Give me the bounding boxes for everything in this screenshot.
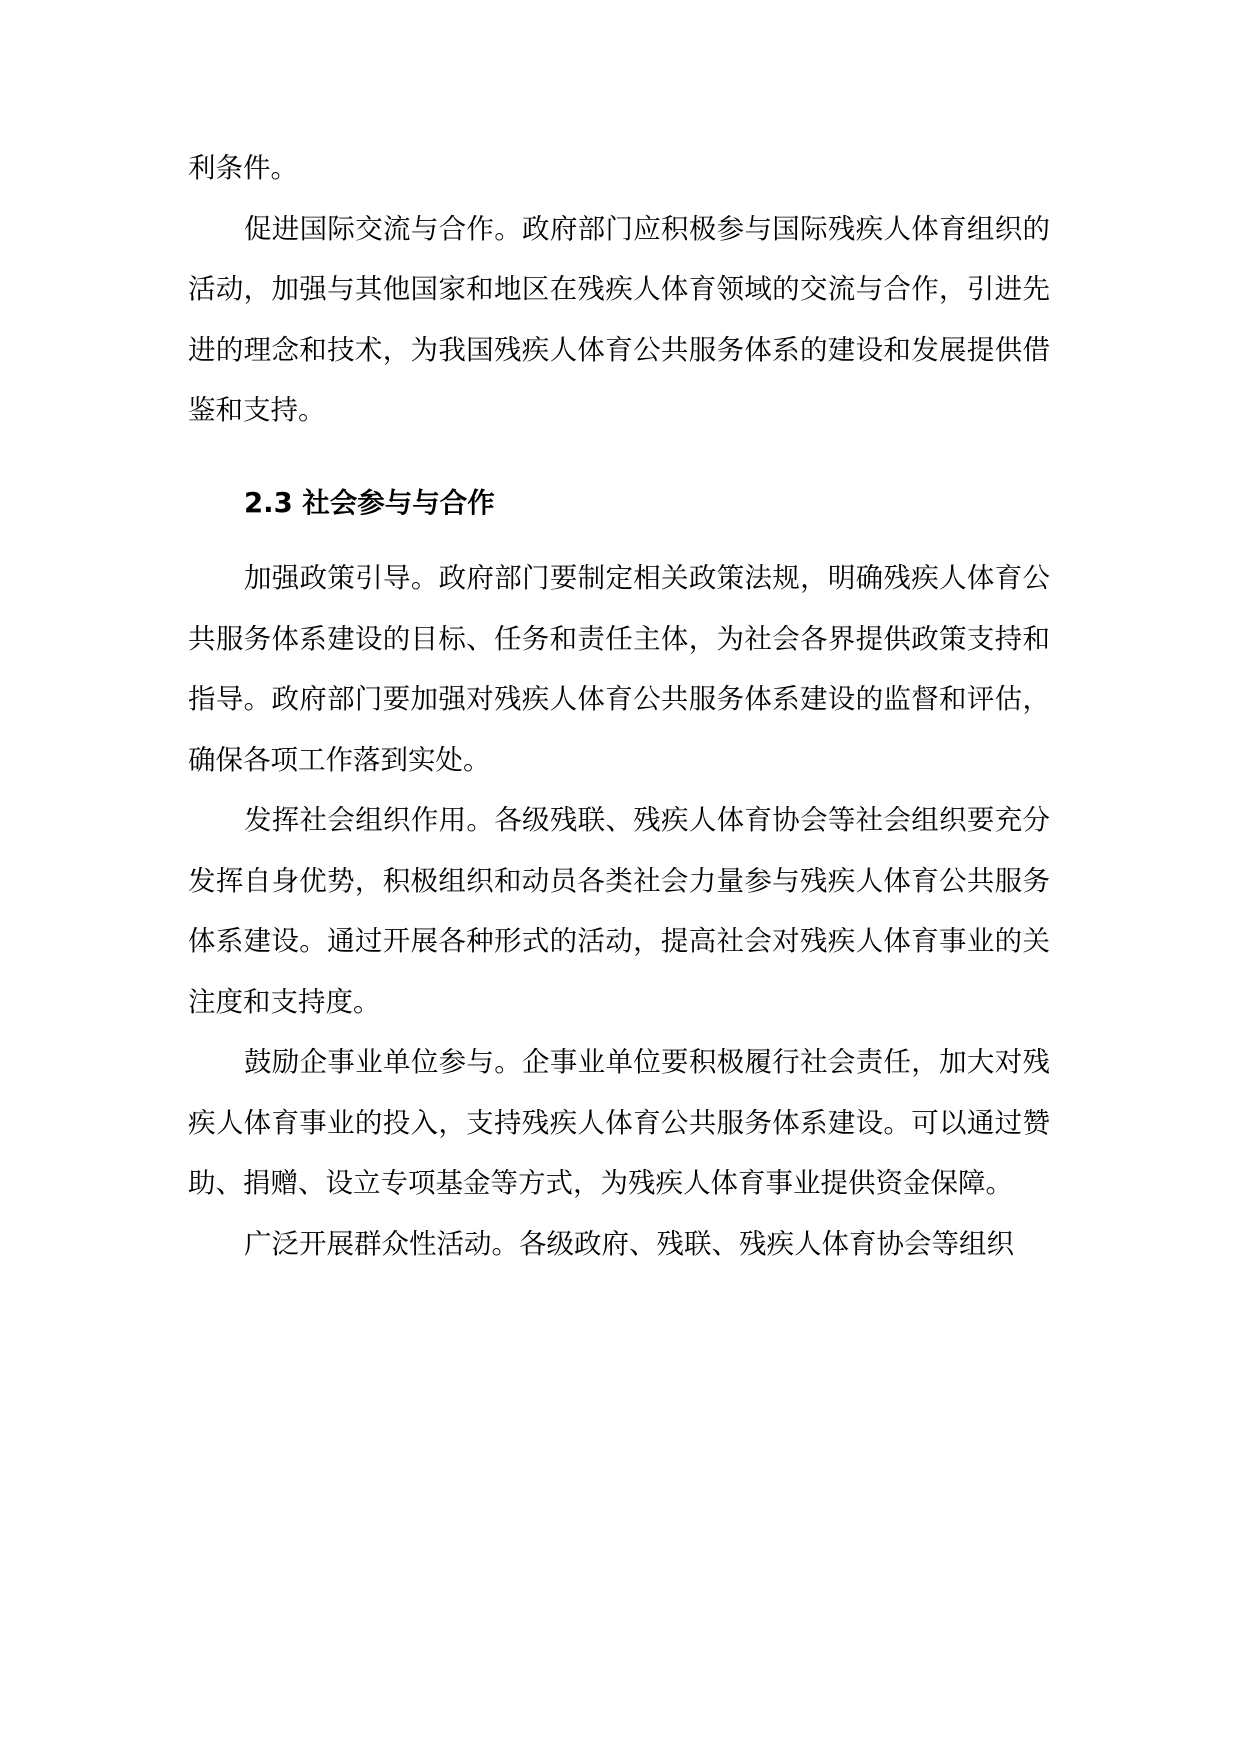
paragraph-continuation: 利条件。	[188, 152, 298, 184]
paragraph-international-exchange: 促进国际交流与合作。政府部门应积极参与国际残疾人体育组织的活动，加强与其他国家和地区在残疾人体育领域的交流与合作，引进先进的理念和技术，为我国残疾人体育公共服务体系的建设和发展提供借鉴和支持。	[188, 212, 1050, 426]
paragraph-policy-guidance: 加强政策引导。政府部门要制定相关政策法规，明确残疾人体育公共服务体系建设的目标、任务和责任主体，为社会各界提供政策支持和指导。政府部门要加强对残疾人体育公共服务体系建设的监督和评估，确保各项工作落到实处。	[188, 562, 1050, 776]
section-heading: 2.3 社会参与与合作	[244, 486, 495, 519]
paragraph-mass-activities: 广泛开展群众性活动。各级政府、残联、残疾人体育协会等组织	[244, 1227, 1014, 1260]
paragraph-social-organizations: 发挥社会组织作用。各级残联、残疾人体育协会等社会组织要充分发挥自身优势，积极组织和动员各类社会力量参与残疾人体育公共服务体系建设。通过开展各种形式的活动，提高社会对残疾人体育事业的关注度和支持度。	[188, 804, 1050, 1018]
paragraph-enterprise-participation: 鼓励企事业单位参与。企事业单位要积极履行社会责任，加大对残疾人体育事业的投入，支持残疾人体育公共服务体系建设。可以通过赞助、捐赠、设立专项基金等方式，为残疾人体育事业提供资金保障。	[188, 1046, 1050, 1199]
document-body	[188, 138, 1050, 1274]
